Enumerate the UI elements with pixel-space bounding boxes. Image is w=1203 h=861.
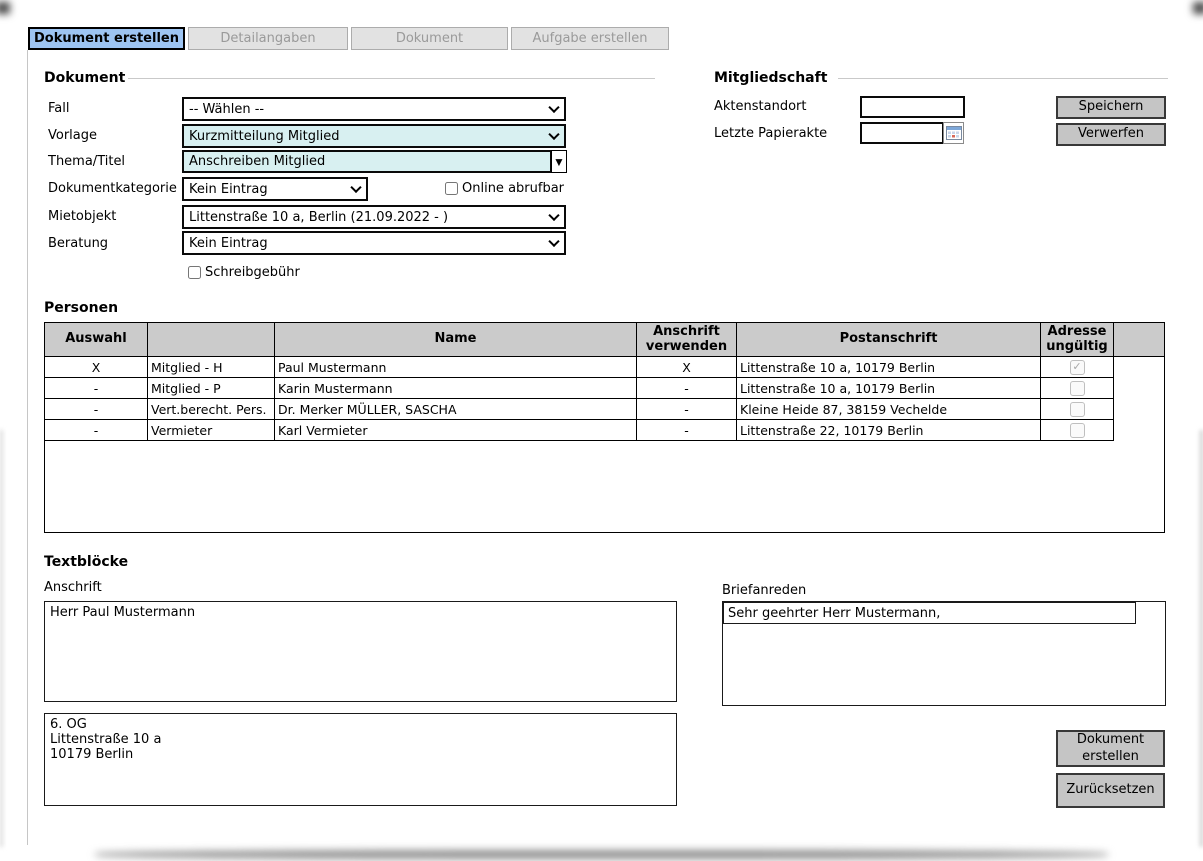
col-header-rolle: [148, 323, 275, 357]
beratung-select[interactable]: [182, 231, 566, 255]
cell-auswahl: -: [45, 378, 148, 399]
letzte-papierakte-input[interactable]: [860, 122, 944, 144]
calendar-button[interactable]: [943, 122, 964, 144]
col-header-postanschrift: Postanschrift: [737, 323, 1041, 357]
fall-label: Fall: [48, 101, 70, 116]
cell-adresse-ungueltig: [1041, 420, 1114, 441]
vorlage-select[interactable]: [182, 124, 566, 148]
section-title-textbloecke: Textblöcke: [44, 554, 129, 570]
dokumentkategorie-select[interactable]: [182, 177, 368, 201]
cell-anschrift-verwenden: -: [637, 378, 737, 399]
letzte-papierakte-label: Letzte Papierakte: [714, 126, 828, 141]
col-header-filler: [1114, 323, 1164, 357]
beratung-label: Beratung: [48, 236, 109, 251]
adresse-textarea[interactable]: [44, 713, 677, 806]
cell-rolle: Mitglied - P: [148, 378, 275, 399]
col-header-name: Name: [275, 323, 637, 357]
briefanreden-box: [722, 601, 1166, 706]
cell-postanschrift: Littenstraße 10 a, 10179 Berlin: [737, 357, 1041, 378]
table-row[interactable]: [45, 357, 1114, 378]
cell-adresse-ungueltig: [1041, 378, 1114, 399]
window-shadow-corner: [1193, 2, 1203, 14]
cell-adresse-ungueltig: [1041, 357, 1114, 378]
section-divider: [838, 78, 1168, 79]
dokument-erstellen-button[interactable]: Dokument erstellen: [1056, 730, 1165, 767]
cell-rolle: Vermieter: [148, 420, 275, 441]
dokumentkategorie-select-wrap: [182, 177, 368, 201]
adresse-ungueltig-checkbox[interactable]: [1070, 423, 1085, 438]
cell-rolle: Vert.berecht. Pers.: [148, 399, 275, 420]
thema-titel-input[interactable]: [182, 150, 552, 173]
col-header-anschrift-verwenden: Anschrift verwenden: [637, 323, 737, 357]
adresse-ungueltig-checkbox[interactable]: ✓: [1070, 360, 1085, 375]
cell-name: Karin Mustermann: [275, 378, 637, 399]
cell-name: Dr. Merker MÜLLER, SASCHA: [275, 399, 637, 420]
cell-anschrift-verwenden: -: [637, 420, 737, 441]
window-shadow-edge: [0, 430, 3, 847]
tab-dokument-erstellen[interactable]: Dokument erstellen: [28, 27, 185, 50]
calendar-icon: [946, 126, 962, 140]
cell-auswahl: -: [45, 420, 148, 441]
vorlage-label: Vorlage: [48, 128, 98, 143]
verwerfen-button[interactable]: Verwerfen: [1056, 123, 1166, 146]
section-title-mitgliedschaft: Mitgliedschaft: [714, 70, 828, 86]
tab-dokument[interactable]: Dokument: [351, 27, 508, 50]
dokumentkategorie-label: Dokumentkategorie: [48, 181, 177, 196]
cell-auswahl: -: [45, 399, 148, 420]
col-header-adresse-ungueltig: Adresse ungültig: [1041, 323, 1114, 357]
online-abrufbar-checkbox[interactable]: [445, 182, 458, 195]
thema-titel-dropdown-button[interactable]: [551, 150, 567, 173]
table-row[interactable]: [45, 420, 1114, 441]
briefanrede-input[interactable]: [723, 602, 1136, 624]
aktenstandort-label: Aktenstandort: [714, 99, 807, 114]
mietobjekt-label: Mietobjekt: [48, 209, 117, 224]
beratung-select-wrap: [182, 231, 566, 255]
section-divider: [128, 78, 655, 79]
cell-anschrift-verwenden: -: [637, 399, 737, 420]
cell-auswahl: X: [45, 357, 148, 378]
online-abrufbar-label: Online abrufbar: [462, 181, 565, 196]
zuruecksetzen-button[interactable]: Zurücksetzen: [1056, 773, 1165, 808]
window-shadow-bottom: [95, 850, 1108, 859]
tab-aufgabe-erstellen[interactable]: Aufgabe erstellen: [511, 27, 669, 50]
page-left-border: [27, 50, 28, 845]
schreibgebuehr-checkbox[interactable]: [188, 266, 201, 279]
cell-name: Karl Vermieter: [275, 420, 637, 441]
table-row[interactable]: [45, 378, 1114, 399]
cell-adresse-ungueltig: [1041, 399, 1114, 420]
briefanreden-label: Briefanreden: [722, 583, 807, 598]
window-shadow-corner: [0, 2, 10, 14]
aktenstandort-input[interactable]: [860, 96, 965, 118]
tab-detailangaben[interactable]: Detailangaben: [188, 27, 348, 50]
section-title-dokument: Dokument: [44, 70, 126, 86]
fall-select[interactable]: [182, 97, 566, 121]
vorlage-select-wrap: [182, 124, 566, 148]
dropdown-arrow-icon: ▼: [553, 154, 565, 169]
cell-rolle: Mitglied - H: [148, 357, 275, 378]
anschrift-textarea[interactable]: [44, 601, 677, 702]
anschrift-label: Anschrift: [44, 580, 102, 595]
thema-titel-label: Thema/Titel: [48, 154, 126, 169]
adresse-ungueltig-checkbox[interactable]: [1070, 381, 1085, 396]
cell-anschrift-verwenden: X: [637, 357, 737, 378]
mietobjekt-select[interactable]: [182, 205, 566, 229]
schreibgebuehr-label: Schreibgebühr: [205, 265, 300, 280]
cell-postanschrift: Littenstraße 22, 10179 Berlin: [737, 420, 1041, 441]
fall-select-wrap: [182, 97, 566, 121]
speichern-button[interactable]: Speichern: [1056, 96, 1166, 119]
col-header-auswahl: Auswahl: [45, 323, 148, 357]
mietobjekt-select-wrap: [182, 205, 566, 229]
personen-table: [44, 322, 1165, 533]
table-row[interactable]: [45, 399, 1114, 420]
cell-name: Paul Mustermann: [275, 357, 637, 378]
personen-table-header: [45, 323, 1164, 357]
section-title-personen: Personen: [44, 300, 119, 316]
adresse-ungueltig-checkbox[interactable]: [1070, 402, 1085, 417]
cell-postanschrift: Littenstraße 10 a, 10179 Berlin: [737, 378, 1041, 399]
cell-postanschrift: Kleine Heide 87, 38159 Vechelde: [737, 399, 1041, 420]
